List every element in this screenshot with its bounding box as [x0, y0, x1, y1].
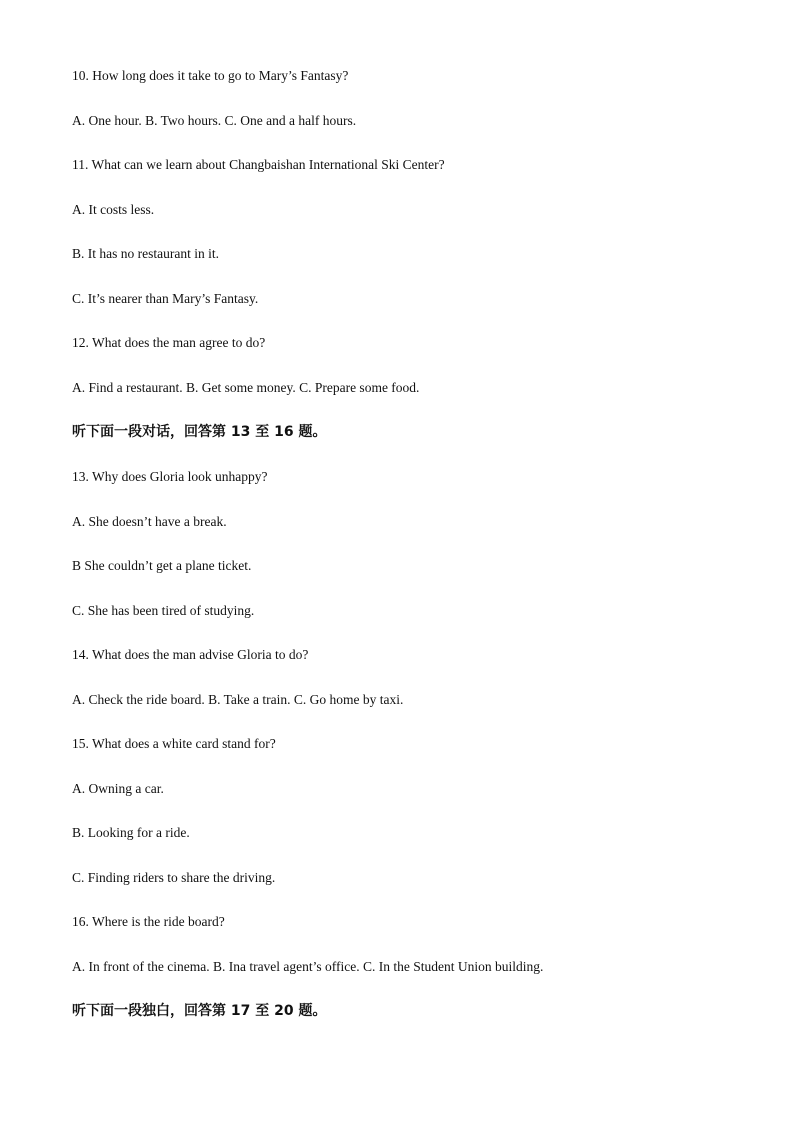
question-11-option-b: B. It has no restaurant in it. — [72, 246, 219, 261]
question-12-options: A. Find a restaurant. B. Get some money. C. Prepare some food. — [72, 380, 420, 395]
question-10: 10. How long does it take to go to Mary’s Fantasy? — [72, 68, 349, 83]
question-15-option-a: A. Owning a car. — [72, 781, 164, 796]
question-11-option-a: A. It costs less. — [72, 202, 155, 217]
question-16: 16. Where is the ride board? — [72, 914, 225, 929]
question-13: 13. Why does Gloria look unhappy? — [72, 469, 268, 484]
question-13-option-a: A. She doesn’t have a break. — [72, 514, 227, 529]
question-15-option-c: C. Finding riders to share the driving. — [72, 870, 276, 885]
question-13-option-b: B She couldn’t get a plane ticket. — [72, 558, 252, 573]
section-heading-13-16: 听下面一段对话，回答第 13 至 16 题。 — [72, 424, 327, 440]
question-12: 12. What does the man agree to do? — [72, 335, 266, 350]
question-14-options: A. Check the ride board. B. Take a train. C. Go home by taxi. — [72, 692, 404, 707]
question-14: 14. What does the man advise Gloria to do? — [72, 647, 309, 662]
question-11-option-c: C. It’s nearer than Mary’s Fantasy. — [72, 291, 259, 306]
question-10-options: A. One hour. B. Two hours. C. One and a half hours. — [72, 113, 357, 128]
question-16-options: A. In front of the cinema. B. Ina travel agent’s office. C. In the Student Union building. — [72, 959, 544, 974]
question-15-option-b: B. Looking for a ride. — [72, 825, 190, 840]
question-15: 15. What does a white card stand for? — [72, 736, 276, 751]
section-heading-17-20: 听下面一段独白，回答第 17 至 20 题。 — [72, 1003, 327, 1019]
question-11: 11. What can we learn about Changbaishan International Ski Center? — [72, 157, 445, 172]
question-13-option-c: C. She has been tired of studying. — [72, 603, 255, 618]
